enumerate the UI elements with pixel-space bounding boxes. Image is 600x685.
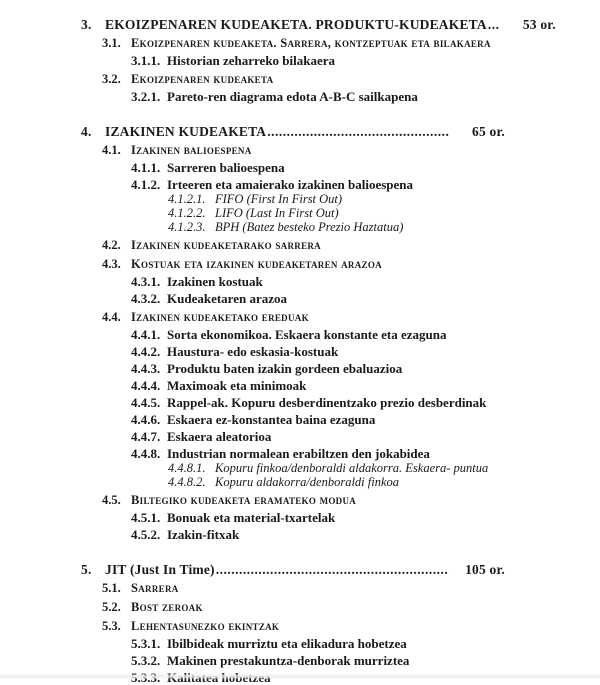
toc-entry — [0, 221, 600, 234]
toc-entry — [0, 310, 600, 325]
toc-entry — [0, 72, 600, 87]
entry-title — [167, 671, 271, 685]
toc-entry — [0, 238, 600, 253]
entry-number: 4.1.2. — [131, 177, 161, 192]
entry-number: 5.3.2. — [131, 653, 161, 668]
entry-number: 4.4.1. — [131, 327, 161, 342]
toc-entry — [0, 447, 600, 461]
entry-title: Sorta ekonomikoa. Eskaera konstante eta ezaguna — [167, 327, 447, 342]
entry-title: Biltegiko kudeaketa eramateko modua — [131, 493, 357, 507]
entry-title: Izakinen kudeaketarako sarrera — [131, 238, 321, 252]
entry-number: 4.3. — [102, 257, 121, 271]
toc-entry — [0, 36, 600, 51]
dot-leader — [216, 562, 449, 577]
toc-entry — [0, 257, 600, 272]
entry-number: 4.4.5. — [131, 395, 161, 410]
entry-title: Makinen prestakuntza-denborak murriztea — [167, 653, 410, 668]
dot-leader — [267, 124, 449, 139]
page-number: 65 or. — [472, 124, 505, 139]
entry-title: JIT (Just In Time) — [105, 562, 215, 577]
entry-number: 4.2. — [102, 238, 121, 252]
toc-entry — [0, 654, 600, 668]
toc-entry — [0, 396, 600, 410]
toc-entry — [0, 511, 600, 525]
toc-entry — [0, 671, 600, 685]
entry-title: Historian zeharreko bilakaera — [167, 53, 336, 68]
entry-number: 3.1.1. — [131, 53, 161, 68]
toc-entry — [0, 430, 600, 444]
entry-number: 4.4.7. — [131, 429, 161, 444]
entry-number: 4.5.1. — [131, 510, 161, 525]
toc-entry — [0, 581, 600, 596]
entry-number: 4.5.2. — [131, 527, 161, 542]
entry-number: 4.1.2.3. — [168, 220, 206, 234]
entry-title: Bonuak eta material-txartelak — [167, 510, 336, 525]
toc-entry — [0, 17, 600, 32]
page-number: 53 or. — [522, 17, 556, 32]
toc-entry — [0, 476, 600, 489]
entry-title: Produktu baten izakin gordeen ebaluazioa — [167, 361, 403, 376]
entry-number: 4.1. — [102, 143, 121, 157]
entry-title: Izakinen kudeaketako ereduak — [131, 310, 309, 324]
entry-title: Kopuru aldakorra/denboraldi finkoa — [215, 475, 400, 489]
entry-title: Ekoizpenaren kudeaketa. Sarrera, kontzeptuak eta bilakaera — [131, 36, 491, 50]
entry-number: 4.1.2.2. — [168, 206, 206, 220]
toc-entry — [0, 54, 600, 68]
entry-title: EKOIZPENAREN KUDEAKETA. PRODUKTU-KUDEAKETA — [105, 17, 487, 32]
toc-entry — [0, 637, 600, 651]
entry-title: Kopuru finkoa/denboraldi aldakorra. Eskaera- puntua — [215, 461, 489, 475]
entry-number: 4.5. — [102, 493, 121, 507]
entry-number — [131, 671, 167, 685]
entry-title: IZAKINEN KUDEAKETA — [105, 124, 267, 139]
entry-title: Irteeren eta amaierako izakinen balioespena — [167, 177, 414, 192]
entry-number: 3.2.1. — [131, 89, 161, 104]
entry-number: 5.3.1. — [131, 636, 161, 651]
entry-number: 4.3.1. — [131, 274, 161, 289]
toc-entry — [0, 528, 600, 542]
toc-entry — [0, 193, 600, 206]
entry-number: 4.4.2. — [131, 344, 161, 359]
toc-entry — [0, 413, 600, 427]
entry-title: Kostuak eta izakinen kudeaketaren arazoa — [131, 257, 382, 271]
entry-number: 4.4.8. — [131, 446, 161, 461]
entry-title: Ibilbideak murriztu eta elikadura hobetzea — [167, 636, 407, 651]
entry-title: FIFO (First In First Out) — [215, 192, 343, 206]
entry-number: 4.1.1. — [131, 160, 161, 175]
entry-title: Izakinen balioespena — [131, 143, 252, 157]
entry-number: 5.1. — [102, 581, 121, 595]
entry-title: Izakin-fitxak — [167, 527, 240, 542]
entry-number: 5.2. — [102, 600, 121, 614]
toc-entry — [0, 207, 600, 220]
entry-title: Maximoak eta minimoak — [167, 378, 307, 393]
toc-entry — [0, 275, 600, 289]
entry-title: LIFO (Last In First Out) — [215, 206, 339, 220]
entry-title: Haustura- edo eskasia-kostuak — [167, 344, 339, 359]
scan-artifact — [0, 675, 600, 678]
entry-number: 4. — [81, 124, 92, 139]
entry-title: Ekoizpenaren kudeaketa — [131, 72, 274, 86]
entry-title: Bost zeroak — [131, 600, 203, 614]
entry-number: 4.4. — [102, 310, 121, 324]
entry-title: BPH (Batez besteko Prezio Haztatua) — [215, 220, 404, 234]
dot-leader — [488, 17, 500, 32]
toc-entry — [0, 143, 600, 158]
toc-entry — [0, 562, 600, 577]
toc-entry — [0, 124, 600, 139]
toc-entry — [0, 362, 600, 376]
toc-entry — [0, 379, 600, 393]
toc-entry — [0, 90, 600, 104]
entry-number: 4.4.8.1. — [168, 461, 206, 475]
entry-number: 4.4.3. — [131, 361, 161, 376]
entry-number: 4.3.2. — [131, 291, 161, 306]
toc-entry — [0, 462, 600, 475]
toc-entries — [0, 17, 600, 685]
toc-entry — [0, 600, 600, 615]
toc-entry — [0, 619, 600, 634]
entry-number: 3.2. — [102, 72, 121, 86]
toc-entry — [0, 345, 600, 359]
page-number: 105 or. — [465, 562, 505, 577]
entry-number: 3.1. — [102, 36, 121, 50]
entry-title: Izakinen kostuak — [167, 274, 263, 289]
entry-number: 5.3. — [102, 619, 121, 633]
entry-title: Sarreren balioespena — [167, 160, 285, 175]
entry-number: 5. — [81, 562, 92, 577]
entry-title: Eskaera ez-konstantea baina ezaguna — [167, 412, 376, 427]
toc-entry — [0, 178, 600, 192]
toc-entry — [0, 161, 600, 175]
entry-title: Eskaera aleatorioa — [167, 429, 272, 444]
entry-title: Pareto-ren diagrama edota A-B-C sailkapena — [167, 89, 418, 104]
entry-number: 4.4.6. — [131, 412, 161, 427]
entry-number: 4.1.2.1. — [168, 192, 206, 206]
entry-title: Kudeaketaren arazoa — [167, 291, 287, 306]
toc-entry — [0, 292, 600, 306]
entry-number: 4.4.4. — [131, 378, 161, 393]
entry-title: Industrian normalean erabiltzen den jokabidea — [167, 446, 430, 461]
toc-entry — [0, 328, 600, 342]
entry-title: Lehentasunezko ekintzak — [131, 619, 280, 633]
entry-number: 4.4.8.2. — [168, 475, 206, 489]
toc-entry — [0, 493, 600, 508]
entry-number: 3. — [81, 17, 92, 32]
entry-title: Sarrera — [131, 581, 179, 595]
entry-title: Rappel-ak. Kopuru desberdinentzako prezio desberdinak — [167, 395, 487, 410]
